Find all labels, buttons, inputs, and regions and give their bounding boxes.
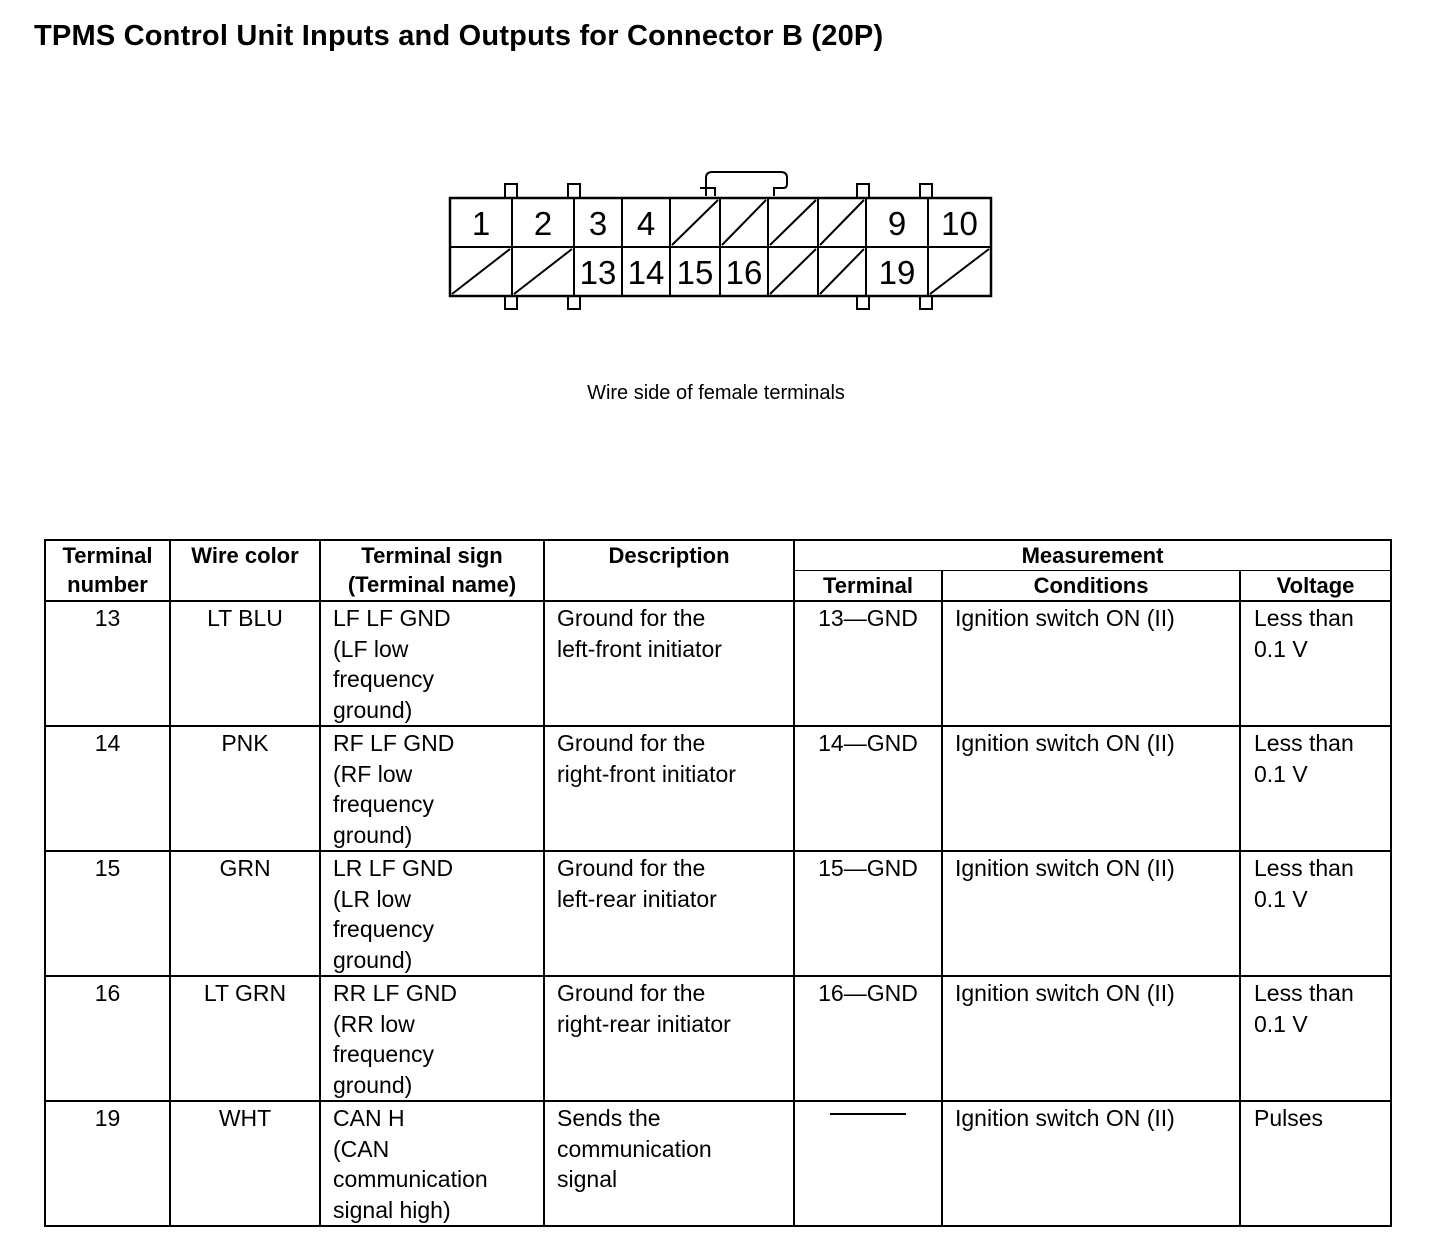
cell-voltage: Less than 0.1 V (1240, 726, 1391, 851)
cell-wire-color: WHT (170, 1101, 320, 1226)
terminal-cell-label: 9 (887, 205, 907, 242)
terminal-cell-label: 10 (941, 205, 978, 242)
header-terminal-sign: Terminal sign (Terminal name) (320, 540, 544, 601)
header-wire-color: Wire color (170, 540, 320, 601)
terminal-cell-label: 2 (533, 205, 553, 242)
terminal-cell-label: 4 (636, 205, 656, 242)
cell-conditions: Ignition switch ON (II) (942, 1101, 1240, 1226)
table-row (45, 726, 1391, 851)
cell-terminal-number: 14 (45, 726, 170, 851)
not-applicable-dash (830, 1113, 906, 1115)
cell-voltage: Less than 0.1 V (1240, 601, 1391, 726)
header-voltage: Voltage (1240, 571, 1391, 602)
cell-description: Sends the communication signal (544, 1101, 794, 1226)
cell-measurement-terminal: 16—GND (794, 976, 942, 1101)
header-description: Description (544, 540, 794, 601)
cell-terminal-sign: RF LF GND (RF low frequency ground) (320, 726, 544, 851)
terminal-cell-label: 3 (588, 205, 608, 242)
io-table (44, 539, 1392, 1227)
header-measurement: Measurement (794, 540, 1391, 571)
cell-wire-color: LT BLU (170, 601, 320, 726)
terminal-cell-label: 1 (471, 205, 491, 242)
cell-measurement-terminal: 14—GND (794, 726, 942, 851)
cell-voltage: Less than 0.1 V (1240, 976, 1391, 1101)
header-conditions: Conditions (942, 571, 1240, 602)
table-row (45, 601, 1391, 726)
cell-conditions: Ignition switch ON (II) (942, 851, 1240, 976)
cell-voltage: Pulses (1240, 1101, 1391, 1226)
cell-conditions: Ignition switch ON (II) (942, 726, 1240, 851)
terminal-cell-label: 15 (676, 254, 714, 291)
cell-terminal-number: 13 (45, 601, 170, 726)
header-measurement-terminal: Terminal (794, 571, 942, 602)
cell-description: Ground for the left-rear initiator (544, 851, 794, 976)
connector-diagram (0, 0, 1456, 380)
cell-description: Ground for the right-rear initiator (544, 976, 794, 1101)
connector-caption: Wire side of female terminals (587, 382, 845, 404)
cell-voltage: Less than 0.1 V (1240, 851, 1391, 976)
terminal-cell-label: 19 (878, 254, 916, 291)
cell-conditions: Ignition switch ON (II) (942, 601, 1240, 726)
cell-measurement-terminal: 13—GND (794, 601, 942, 726)
cell-description: Ground for the right-front initiator (544, 726, 794, 851)
terminal-cell-label: 13 (579, 254, 617, 291)
cell-terminal-number: 15 (45, 851, 170, 976)
cell-terminal-number: 19 (45, 1101, 170, 1226)
cell-measurement-terminal (794, 1101, 942, 1226)
cell-wire-color: PNK (170, 726, 320, 851)
page-title: TPMS Control Unit Inputs and Outputs for Connector B (20P) (34, 20, 884, 52)
header-terminal-number: Terminal number (45, 540, 170, 601)
cell-conditions: Ignition switch ON (II) (942, 976, 1240, 1101)
cell-wire-color: LT GRN (170, 976, 320, 1101)
cell-description: Ground for the left-front initiator (544, 601, 794, 726)
cell-wire-color: GRN (170, 851, 320, 976)
cell-measurement-terminal: 15—GND (794, 851, 942, 976)
cell-terminal-sign: RR LF GND (RR low frequency ground) (320, 976, 544, 1101)
table-row (45, 1101, 1391, 1226)
cell-terminal-sign: CAN H (CAN communication signal high) (320, 1101, 544, 1226)
table-row (45, 851, 1391, 976)
terminal-cell-label: 14 (627, 254, 665, 291)
cell-terminal-sign: LF LF GND (LF low frequency ground) (320, 601, 544, 726)
cell-terminal-number: 16 (45, 976, 170, 1101)
table-row (45, 976, 1391, 1101)
terminal-cell-label: 16 (725, 254, 763, 291)
cell-terminal-sign: LR LF GND (LR low frequency ground) (320, 851, 544, 976)
